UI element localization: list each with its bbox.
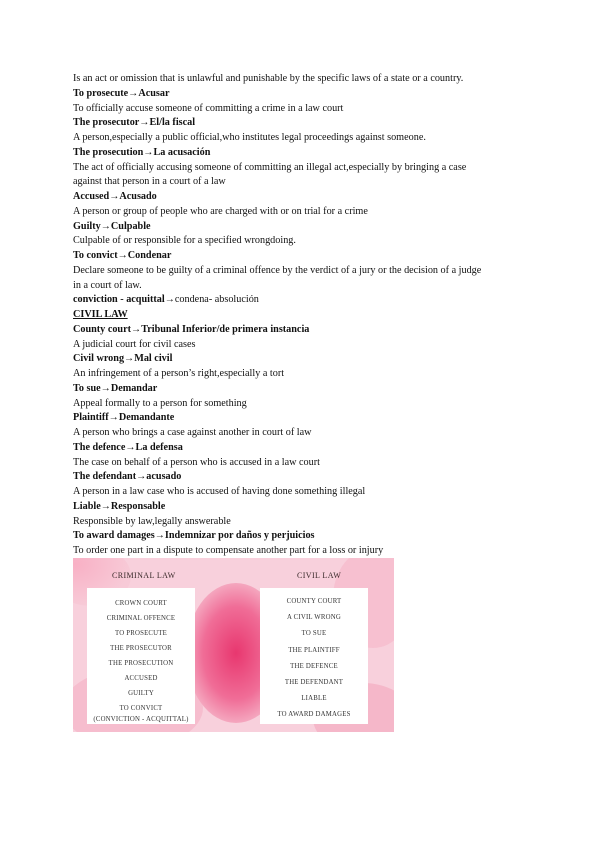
definition-line: Appeal formally to a person for something (73, 397, 247, 409)
definition-line: An infringement of a person’s right,especially a tort (73, 368, 285, 379)
figure-item: CRIMINAL OFFENCE (106, 615, 176, 622)
term-heading: To convict→Condenar (73, 250, 172, 261)
figure-item: THE DEFENDANT (284, 679, 344, 687)
figure-item: THE DEFENCE (290, 662, 338, 670)
definition-line: A person in a law case who is accused of having done something illegal (73, 486, 366, 497)
definition-line: against that person in a court of a law (73, 176, 226, 188)
figure-item: (CONVICTION - ACQUITTAL) (93, 716, 189, 723)
glossary-text (73, 72, 533, 559)
figure-item: THE PROSECUTION (108, 660, 174, 667)
term-heading: Guilty→Culpable (73, 220, 151, 232)
figure-item: THE PLAINTIFF (288, 646, 340, 654)
figure-item: TO CONVICT (119, 705, 163, 712)
term-heading: The prosecutor→El/la fiscal (73, 117, 196, 129)
term-heading: Liable→Responsable (73, 500, 166, 512)
term-heading: Accused→Acusado (73, 191, 157, 202)
term-heading: The prosecution→La acusación (73, 146, 211, 158)
definition-line: Responsible by law,legally answerable (73, 515, 231, 527)
term-heading: To sue→Demandar (73, 382, 158, 394)
definition-line: The case on behalf of a person who is accused in a law court (73, 456, 320, 468)
definition-line: in a court of law. (73, 279, 142, 291)
figure-item: CROWN COURT (115, 600, 167, 607)
definition-line: To officially accuse someone of committing a crime in a law court (73, 102, 344, 114)
definition-line: To order one part in a dispute to compensate another part for a loss or injury (73, 545, 384, 556)
term-heading: The defendant→acusado (73, 471, 182, 483)
figure-item: TO PROSECUTE (115, 630, 167, 637)
definition-line: A person,especially a public official,who institutes legal proceedings against someone. (73, 132, 426, 143)
civil-law-heading: CIVIL LAW (297, 571, 342, 580)
figure-item: TO SUE (301, 630, 327, 638)
figure-item: LIABLE (301, 695, 327, 703)
term-line (73, 293, 533, 308)
law-comparison-figure (73, 558, 394, 732)
term-heading: County court→Tribunal Inferior/de primera instancia (73, 323, 310, 335)
definition-line: The act of officially accusing someone of committing an illegal act,especially by bringing a case (73, 161, 467, 173)
term-heading: To award damages→Indemnizar por daños y perjuicios (73, 530, 315, 542)
figure-item: COUNTY COURT (286, 598, 342, 605)
definition-line: A judicial court for civil cases (73, 338, 196, 350)
definition-line: Culpable of or responsible for a specified wrongdoing. (73, 235, 296, 247)
section-heading: CIVIL LAW (73, 309, 128, 320)
definition-line: Is an act or omission that is unlawful and punishable by the specific laws of a state or a country. (73, 73, 464, 84)
term-heading: To prosecute→Acusar (73, 87, 170, 99)
term-heading: Plaintiff→Demandante (73, 412, 175, 424)
civil-law-panel (260, 588, 368, 724)
definition-line: A person or group of people who are charged with or on trial for a crime (73, 205, 368, 217)
definition-line: Declare someone to be guilty of a criminal offence by the verdict of a jury or the decision of a judge (73, 264, 482, 276)
term-bold: conviction - acquittal (73, 294, 165, 306)
definition-line: A person who brings a case against another in court of law (73, 427, 312, 438)
term-heading: Civil wrong→Mal civil (73, 353, 173, 365)
figure-item: ACCUSED (124, 675, 158, 682)
figure-item: THE PROSECUTOR (110, 645, 172, 652)
figure-item: A CIVIL WRONG (287, 614, 341, 622)
figure-item: GUILTY (128, 690, 154, 697)
figure-item: TO AWARD DAMAGES (277, 711, 351, 719)
term-translation: →condena- absolución (164, 294, 259, 306)
term-heading: The defence→La defensa (73, 441, 183, 453)
criminal-law-heading: CRIMINAL LAW (112, 571, 176, 580)
criminal-law-panel (87, 588, 195, 724)
